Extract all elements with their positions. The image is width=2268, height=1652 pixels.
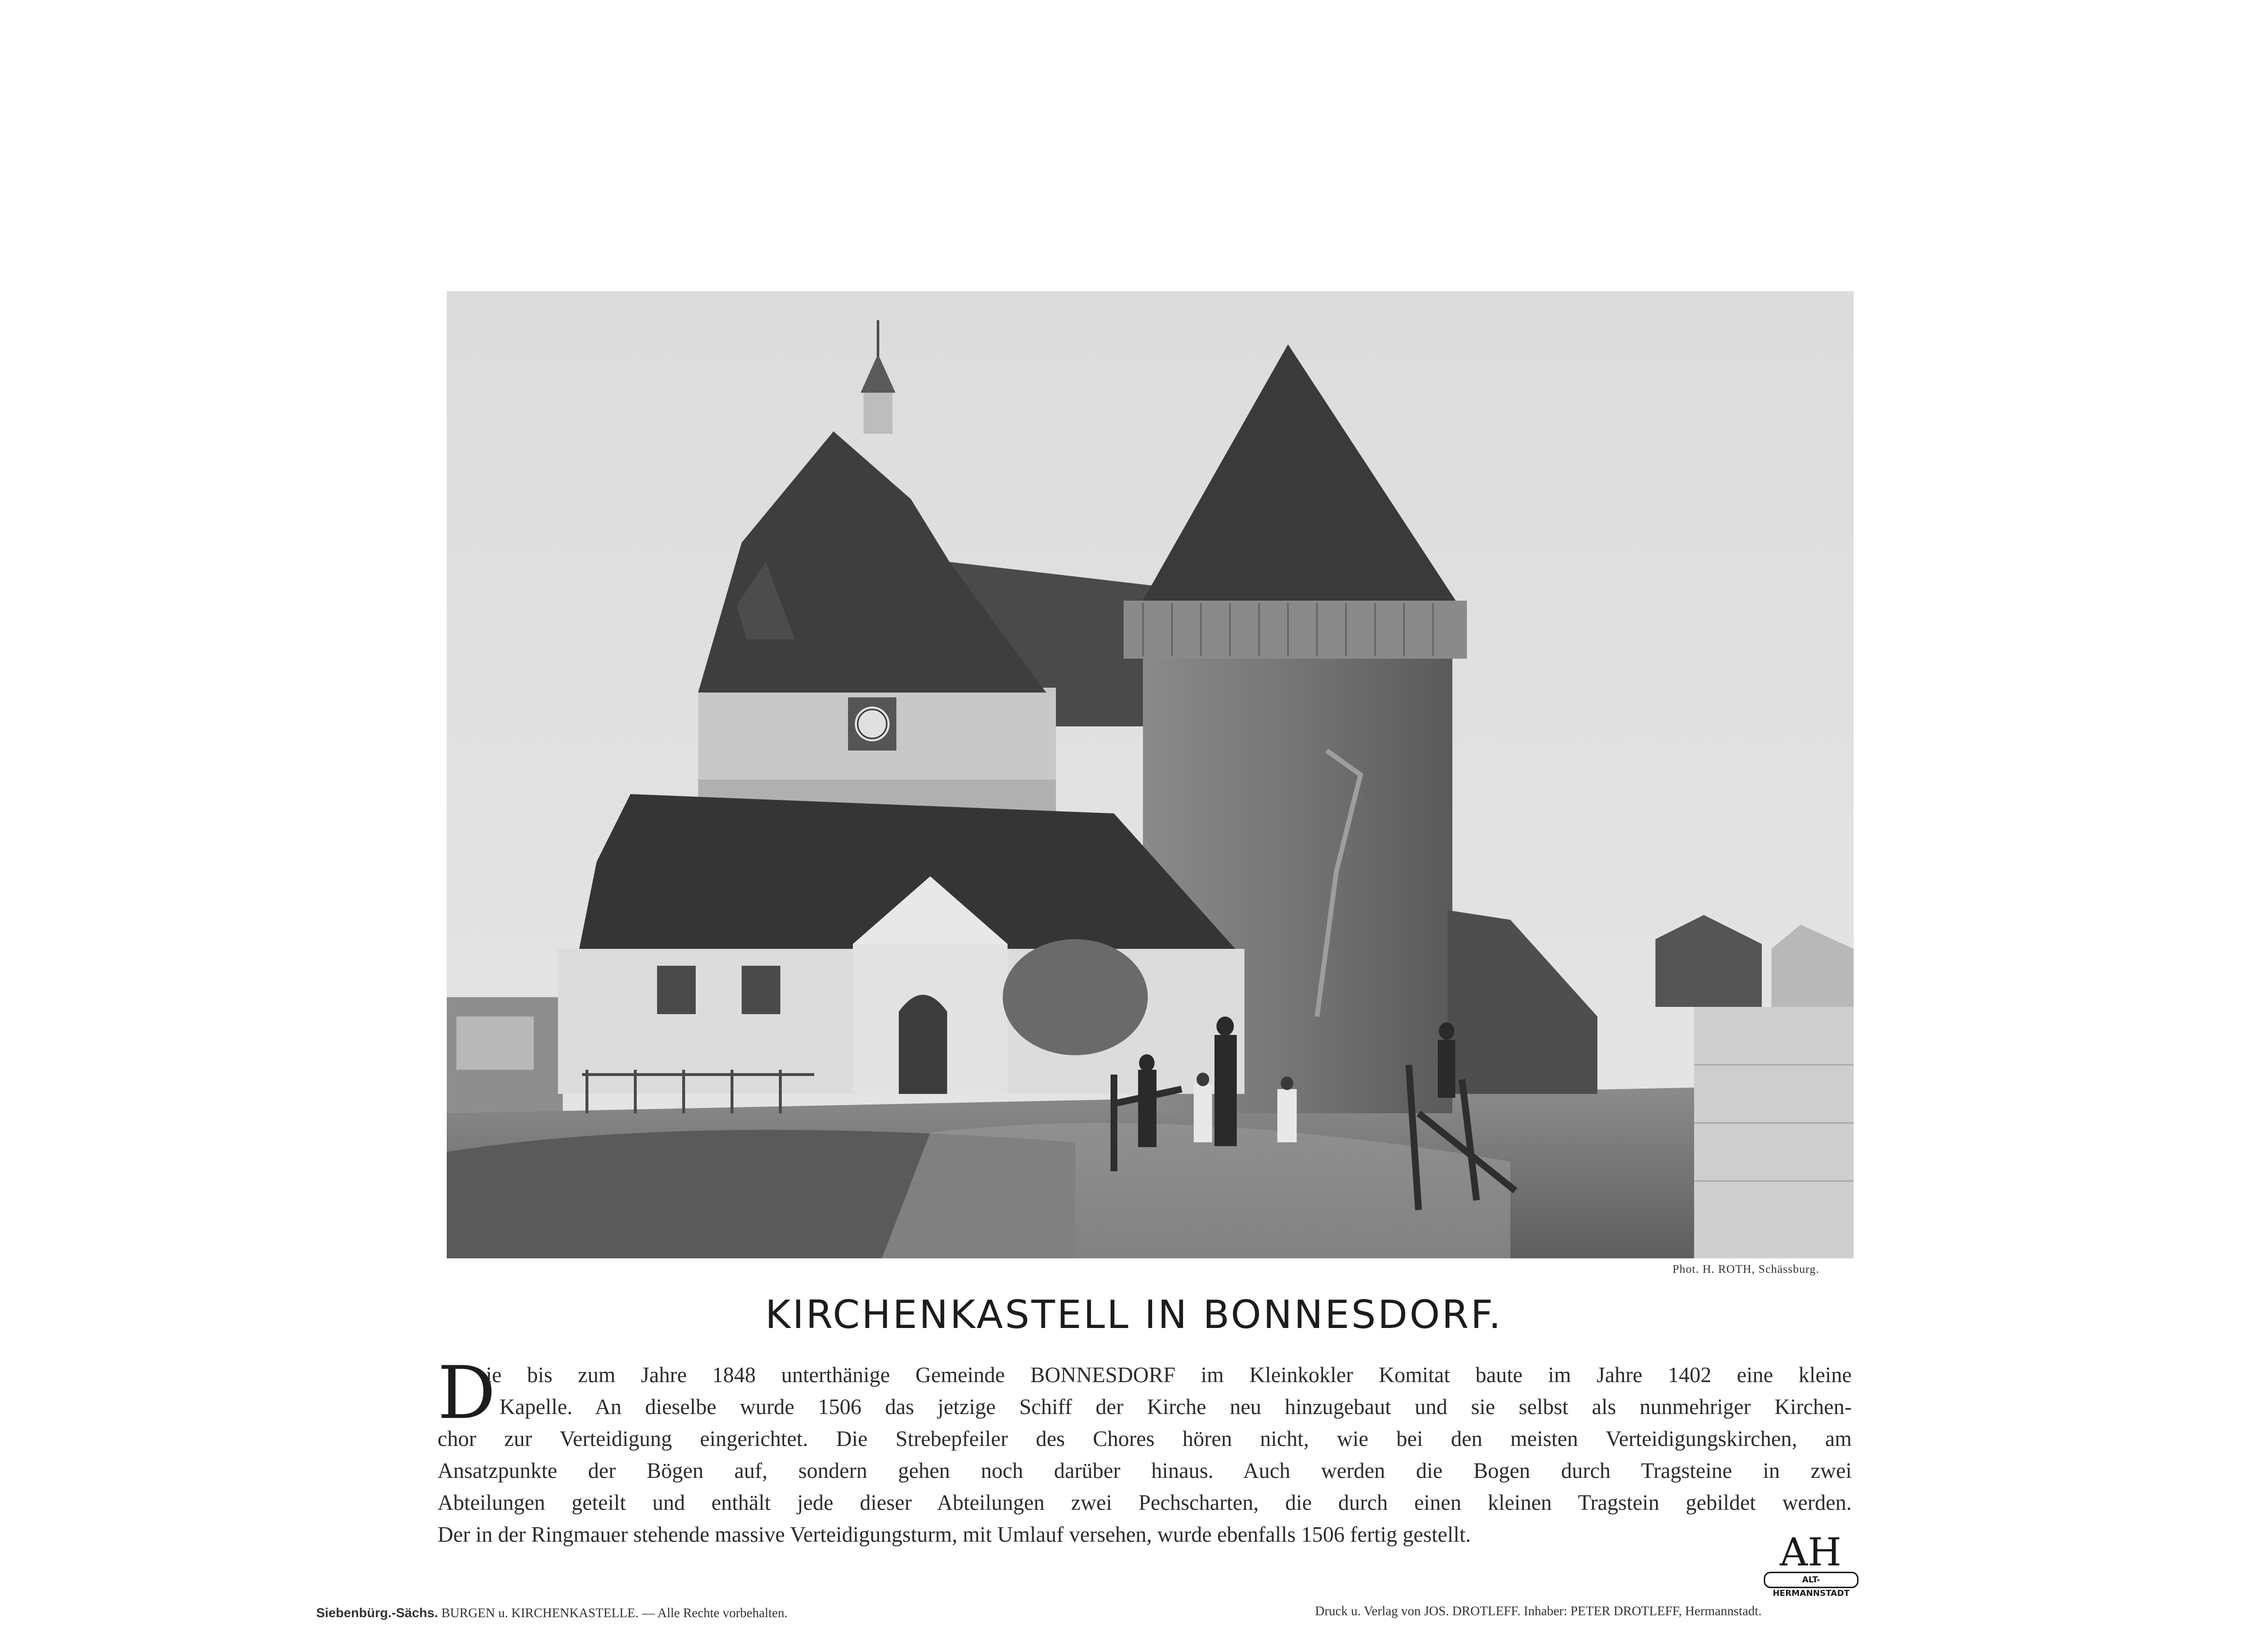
series-region: Siebenbürg.-Sächs. [316,1606,439,1620]
printer-footer: Druck u. Verlag von JOS. DROTLEFF. Inhaber: PETER DROTLEFF, Hermannstadt. [1315,1604,1762,1618]
description-text [438,1351,1854,1562]
publisher-logo [1760,1530,1861,1598]
text-line: Ansatzpunkte der Bögen auf, sondern gehen noch darüber hinaus. Auch werden die Bogen durch Tragsteine in zwei [438,1459,1852,1483]
text-line: Der in der Ringmauer stehende massive Verteidigungsturm, mit Umlauf versehen, wurde ebenfalls 1506 fertig gestellt. [438,1522,1471,1547]
text-line: ie bis zum Jahre 1848 unterthänige Gemeinde BONNESDORF im Kleinkokler Komitat baute im Jahre 1402 eine kleine [486,1363,1852,1387]
logo-band: ALT-HERMANNSTADT [1764,1572,1858,1588]
series-title: BURGEN u. KIRCHENKASTELLE. — Alle Rechte vorbehalten. [441,1606,788,1620]
church-photograph [447,291,1854,1258]
series-footer [316,1606,788,1621]
text-line: Kapelle. An dieselbe wurde 1506 das jetzige Schiff der Kirche neu hinzugebaut und sie selbst als nunmehriger Kirchen- [499,1395,1852,1419]
text-line: chor zur Verteidigung eingerichtet. Die Strebepfeiler des Chores hören nicht, wie bei den meisten Verteidigungskirchen, am [438,1427,1852,1451]
drop-cap: D [438,1351,496,1435]
page-title: KIRCHENKASTELL IN BONNESDORF. [765,1292,1503,1337]
logo-monogram: AH [1780,1530,1842,1575]
photo-credit: Phot. H. ROTH, Schässburg. [1672,1263,1819,1276]
text-line: Abteilungen geteilt und enthält jede dieser Abteilungen zwei Pechscharten, die durch einen kleinen Tragstein gebildet werden. [438,1490,1852,1515]
